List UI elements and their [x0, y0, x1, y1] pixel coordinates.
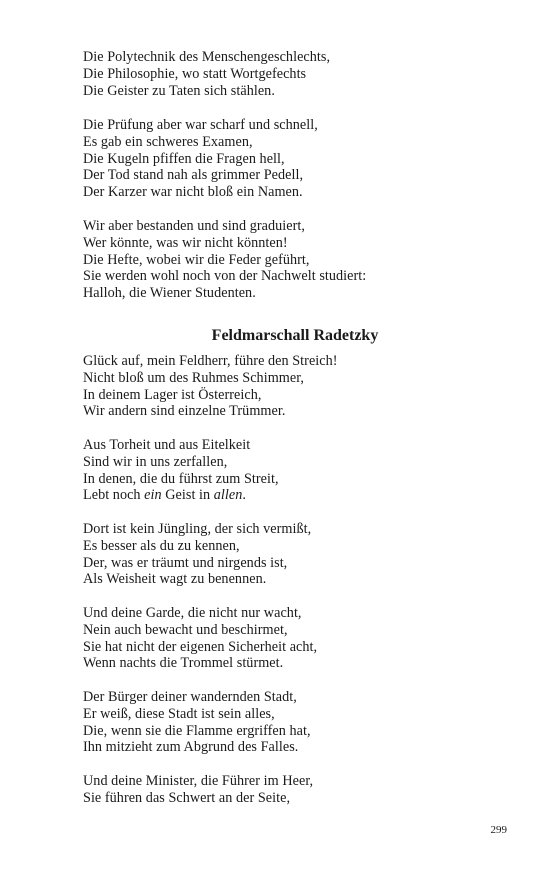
verse-text: . — [242, 487, 247, 504]
stanza — [83, 521, 311, 588]
verse-line: Es besser als du zu kennen, — [83, 537, 240, 554]
verse-text: Lebt noch — [83, 487, 145, 504]
verse-line: In deinem Lager ist Österreich, — [83, 386, 262, 403]
verse-line: Wenn nachts die Trommel stürmet. — [83, 655, 284, 672]
verse-line: Sind wir in uns zerfallen, — [83, 453, 228, 470]
verse-line: Ihn mitzieht zum Abgrund des Falles. — [83, 739, 299, 756]
stanza — [83, 117, 318, 201]
emphasized-word: ein — [144, 487, 162, 504]
stanza — [83, 218, 366, 302]
stanza — [83, 353, 338, 420]
emphasized-word: allen — [213, 487, 243, 504]
verse-line: Und deine Garde, die nicht nur wacht, — [83, 605, 302, 621]
verse-line: Sie werden wohl noch von der Nachwelt studiert: — [83, 268, 367, 285]
verse-line: Es gab ein schweres Examen, — [83, 133, 253, 150]
verse-line: Wer könnte, was wir nicht könnten! — [83, 234, 288, 251]
verse-line: Die Hefte, wobei wir die Feder geführt, — [83, 251, 310, 268]
verse-line: Dort ist kein Jüngling, der sich vermißt, — [83, 521, 312, 537]
verse-line: Die Polytechnik des Menschengeschlechts, — [83, 49, 331, 65]
stanza — [83, 689, 311, 756]
verse-line: Und deine Minister, die Führer im Heer, — [83, 773, 314, 789]
stanza — [83, 605, 317, 672]
stanza — [83, 773, 313, 807]
verse-line: Die, wenn sie die Flamme ergriffen hat, — [83, 722, 311, 739]
verse-line: Die Prüfung aber war scharf und schnell, — [83, 117, 318, 133]
verse-line-emphasis — [83, 487, 279, 504]
verse-line: Sie hat nicht der eigenen Sicherheit acht, — [83, 638, 318, 655]
verse-line: Wir andern sind einzelne Trümmer. — [83, 403, 286, 420]
verse-line: Die Philosophie, wo statt Wortgefechts — [83, 65, 307, 82]
verse-line: Nicht bloß um des Ruhmes Schimmer, — [83, 369, 305, 386]
verse-line: In denen, die du führst zum Streit, — [83, 470, 279, 487]
verse-line: Der Bürger deiner wandernden Stadt, — [83, 689, 297, 705]
verse-line: Der Tod stand nah als grimmer Pedell, — [83, 167, 304, 184]
verse-line: Halloh, die Wiener Studenten. — [83, 285, 256, 302]
verse-line: Glück auf, mein Feldherr, führe den Streich! — [83, 353, 338, 369]
poem-title: Feldmarschall Radetzky — [211, 327, 379, 344]
verse-line: Die Geister zu Taten sich stählen. — [83, 82, 275, 99]
verse-line: Der, was er träumt und nirgends ist, — [83, 554, 288, 571]
verse-line: Er weiß, diese Stadt ist sein alles, — [83, 705, 275, 722]
verse-line: Der Karzer war nicht bloß ein Namen. — [83, 184, 303, 201]
verse-text: Geist in — [161, 487, 214, 504]
stanza — [83, 437, 279, 504]
stanza — [83, 49, 330, 99]
verse-line: Wir aber bestanden und sind graduiert, — [83, 218, 305, 234]
verse-line: Die Kugeln pfiffen die Fragen hell, — [83, 150, 285, 167]
verse-line: Nein auch bewacht und beschirmet, — [83, 621, 288, 638]
verse-line: Als Weisheit wagt zu benennen. — [83, 571, 267, 588]
page-number: 299 — [490, 824, 507, 836]
verse-line: Sie führen das Schwert an der Seite, — [83, 789, 291, 806]
verse-line: Aus Torheit und aus Eitelkeit — [83, 437, 251, 453]
